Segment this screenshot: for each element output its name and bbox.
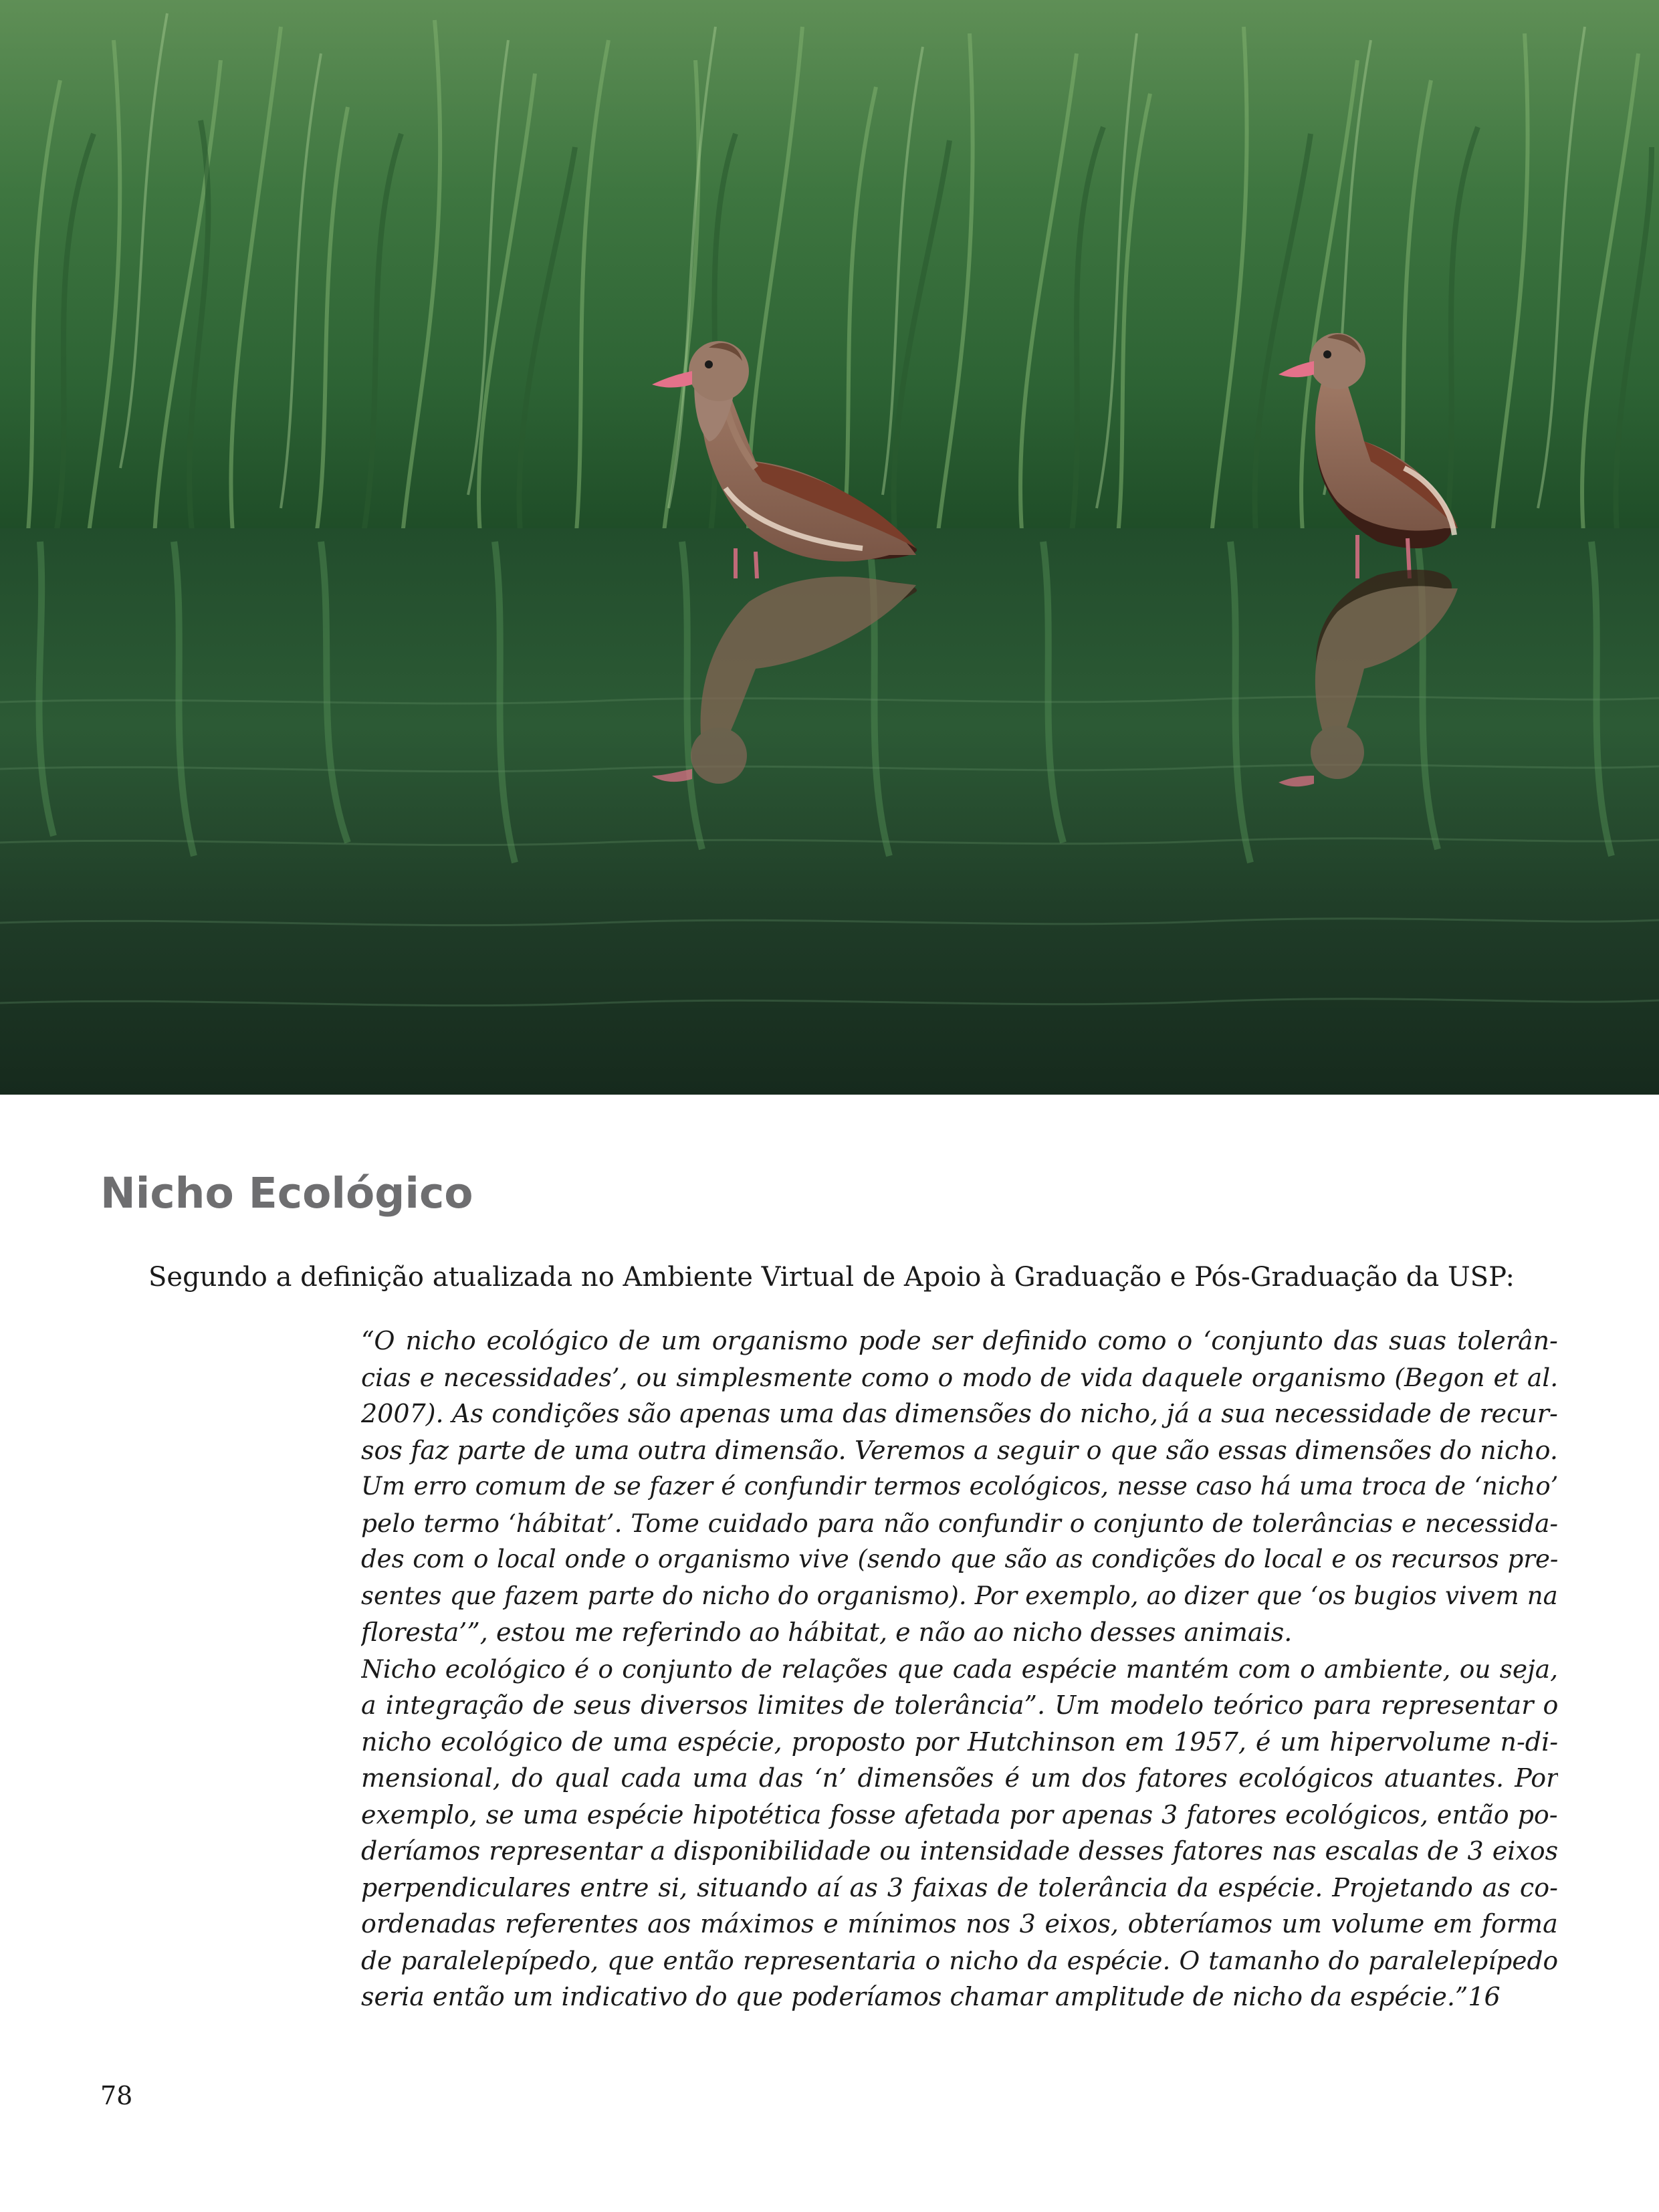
quote-line: “O nicho ecológico de um organismo pode ser definido como o ‘conjunto das suas tolerân- (361, 1326, 1558, 1355)
quote-line: Nicho ecológico é o conjunto de relações que cada espécie mantém com o ambiente, ou seja, (361, 1654, 1558, 1684)
quote-line: deríamos representar a disponibilidade ou intensidade desses fatores nas escalas de 3 eixos (361, 1836, 1558, 1866)
page-number: 78 (100, 2081, 133, 2110)
section-heading: Nicho Ecológico (100, 1169, 473, 1218)
quote-line: mensional, do qual cada uma das ‘n’ dimensões é um dos fatores ecológicos atuantes. Por (361, 1763, 1558, 1793)
quote-line: 2007). As condições são apenas uma das dimensões do nicho, já a sua necessidade de recur- (361, 1399, 1558, 1428)
quote-line: floresta’”, estou me referindo ao hábitat, e não ao nicho desses animais. (361, 1618, 1293, 1647)
header-photo (0, 0, 1659, 1095)
quote-line: des com o local onde o organismo vive (sendo que são as condições do local e os recursos pre- (361, 1545, 1558, 1573)
block-quote (361, 1323, 1558, 2015)
quote-line: sentes que fazem parte do nicho do organismo). Por exemplo, ao dizer que ‘os bugios vivem na (361, 1581, 1558, 1610)
quote-line: perpendiculares entre si, situando aí as 3 faixas de tolerância da espécie. Projetando as co- (361, 1872, 1558, 1902)
duck-photo-illustration (0, 0, 1659, 1095)
quote-line: de paralelepípedo, que então representaria o nicho da espécie. O tamanho do paralelepípedo (361, 1945, 1558, 1975)
quote-line: cias e necessidades’, ou simplesmente como o modo de vida daquele organismo (Begon et al. (361, 1362, 1558, 1392)
quote-line: Um erro comum de se fazer é confundir termos ecológicos, nesse caso há uma troca de ‘nicho’ (361, 1472, 1558, 1501)
quote-line: a integração de seus diversos limites de tolerância”. Um modelo teórico para representar o (361, 1690, 1558, 1720)
quote-line: ordenadas referentes aos máximos e mínimos nos 3 eixos, obteríamos um volume em forma (361, 1909, 1558, 1939)
quote-line: exemplo, se uma espécie hipotética fosse afetada por apenas 3 fatores ecológicos, então po- (361, 1799, 1558, 1830)
intro-paragraph: Segundo a definição atualizada no Ambiente Virtual de Apoio à Graduação e Pós-Graduação da USP: (148, 1262, 1515, 1293)
quote-line: sos faz parte de uma outra dimensão. Veremos a seguir o que são essas dimensões do nicho. (361, 1435, 1558, 1465)
quote-line: nicho ecológico de uma espécie, proposto por Hutchinson em 1957, é um hipervolume n-di- (361, 1727, 1558, 1757)
quote-line: seria então um indicativo do que poderíamos chamar amplitude de nicho da espécie.”16 (361, 1982, 1501, 2011)
quote-line: pelo termo ‘hábitat’. Tome cuidado para não confundir o conjunto de tolerâncias e necessida- (361, 1508, 1558, 1538)
